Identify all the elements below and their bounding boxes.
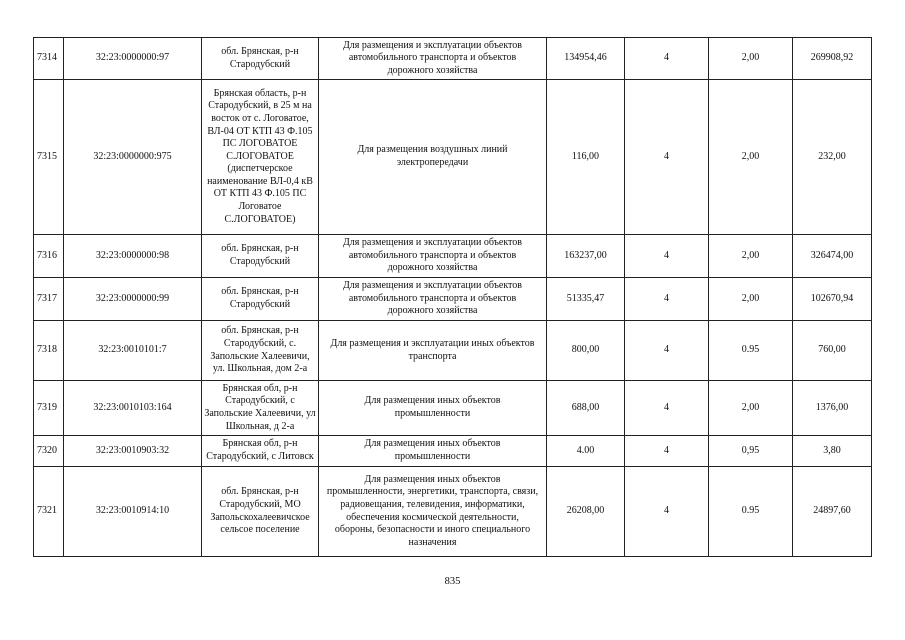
- coefficient-value: 2,00: [709, 278, 793, 321]
- category-value: 4: [625, 467, 709, 557]
- area-value: 4.00: [547, 436, 625, 467]
- permitted-use: Для размещения воздушных линий электропередачи: [319, 80, 547, 235]
- coefficient-value: 0,95: [709, 436, 793, 467]
- area-value: 134954,46: [547, 38, 625, 80]
- address: обл. Брянская, р-н Стародубский: [202, 235, 319, 278]
- table-row: [34, 436, 872, 467]
- coefficient-value: 2,00: [709, 38, 793, 80]
- page-number: 835: [444, 576, 461, 587]
- permitted-use: Для размещения иных объектов промышленности: [319, 381, 547, 436]
- area-value: 116,00: [547, 80, 625, 235]
- cadastral-number: 32:23:0000000:97: [64, 38, 202, 80]
- area-value: 51335,47: [547, 278, 625, 321]
- coefficient-value: 2,00: [709, 381, 793, 436]
- permitted-use: Для размещения и эксплуатации объектов автомобильного транспорта и объектов дорожного хозяйства: [319, 235, 547, 278]
- address: обл. Брянская, р-н Стародубский: [202, 278, 319, 321]
- table-row: [34, 80, 872, 235]
- address: обл. Брянская, р-н Стародубский: [202, 38, 319, 80]
- coefficient-value: 2,00: [709, 80, 793, 235]
- address: Брянская обл, р-н Стародубский, с Литовск: [202, 436, 319, 467]
- cadastral-number: 32:23:0000000:99: [64, 278, 202, 321]
- area-value: 800,00: [547, 321, 625, 381]
- total-value: 24897,60: [793, 467, 872, 557]
- row-number: 7317: [34, 278, 64, 321]
- address: обл. Брянская, р-н Стародубский, МО Запольскохалеевичское сельсое поселение: [202, 467, 319, 557]
- address: Брянская обл, р-н Стародубский, с Запольские Халеевичи, ул Школьная, д 2-а: [202, 381, 319, 436]
- area-value: 688,00: [547, 381, 625, 436]
- row-number: 7316: [34, 235, 64, 278]
- row-number: 7318: [34, 321, 64, 381]
- row-number: 7321: [34, 467, 64, 557]
- category-value: 4: [625, 436, 709, 467]
- permitted-use: Для размещения и эксплуатации объектов автомобильного транспорта и объектов дорожного хозяйства: [319, 38, 547, 80]
- row-number: 7319: [34, 381, 64, 436]
- address: обл. Брянская, р-н Стародубский, с. Запольские Халеевичи, ул. Школьная, дом 2-а: [202, 321, 319, 381]
- address: Брянская область, р-н Стародубский, в 25 м на восток от с. Логоватое, ВЛ-04 ОТ КТП 43 Ф.105 ПС ЛОГОВАТОЕ С.ЛОГОВАТОЕ (диспетчерское наименование ВЛ-0,4 кВ ОТ КТП 43 Ф.105 ПС Логоватое С.ЛОГОВАТОЕ): [202, 80, 319, 235]
- permitted-use: Для размещения иных объектов промышленности: [319, 436, 547, 467]
- table-row: [34, 278, 872, 321]
- table-row: [34, 381, 872, 436]
- coefficient-value: 0.95: [709, 321, 793, 381]
- table-row: [34, 467, 872, 557]
- total-value: 269908,92: [793, 38, 872, 80]
- category-value: 4: [625, 381, 709, 436]
- total-value: 3,80: [793, 436, 872, 467]
- category-value: 4: [625, 235, 709, 278]
- category-value: 4: [625, 321, 709, 381]
- permitted-use: Для размещения иных объектов промышленности, энергетики, транспорта, связи, радиовещания, телевидения, информатики, обеспечения космической деятельности, обороны, безопасности и иного специального назначения: [319, 467, 547, 557]
- coefficient-value: 0.95: [709, 467, 793, 557]
- land-plots-table: [33, 37, 872, 557]
- cadastral-number: 32:23:0010101:7: [64, 321, 202, 381]
- cadastral-number: 32:23:0010914:10: [64, 467, 202, 557]
- coefficient-value: 2,00: [709, 235, 793, 278]
- cadastral-number: 32:23:0000000:975: [64, 80, 202, 235]
- area-value: 163237,00: [547, 235, 625, 278]
- cadastral-number: 32:23:0000000:98: [64, 235, 202, 278]
- row-number: 7315: [34, 80, 64, 235]
- table-row: [34, 321, 872, 381]
- total-value: 1376,00: [793, 381, 872, 436]
- total-value: 760,00: [793, 321, 872, 381]
- category-value: 4: [625, 80, 709, 235]
- category-value: 4: [625, 278, 709, 321]
- total-value: 232,00: [793, 80, 872, 235]
- permitted-use: Для размещения и эксплуатации иных объектов транспорта: [319, 321, 547, 381]
- category-value: 4: [625, 38, 709, 80]
- permitted-use: Для размещения и эксплуатации объектов автомобильного транспорта и объектов дорожного хозяйства: [319, 278, 547, 321]
- total-value: 102670,94: [793, 278, 872, 321]
- row-number: 7320: [34, 436, 64, 467]
- cadastral-number: 32:23:0010903:32: [64, 436, 202, 467]
- row-number: 7314: [34, 38, 64, 80]
- cadastral-number: 32:23:0010103:164: [64, 381, 202, 436]
- total-value: 326474,00: [793, 235, 872, 278]
- area-value: 26208,00: [547, 467, 625, 557]
- table-row: [34, 38, 872, 80]
- table-row: [34, 235, 872, 278]
- table-body: [34, 38, 872, 557]
